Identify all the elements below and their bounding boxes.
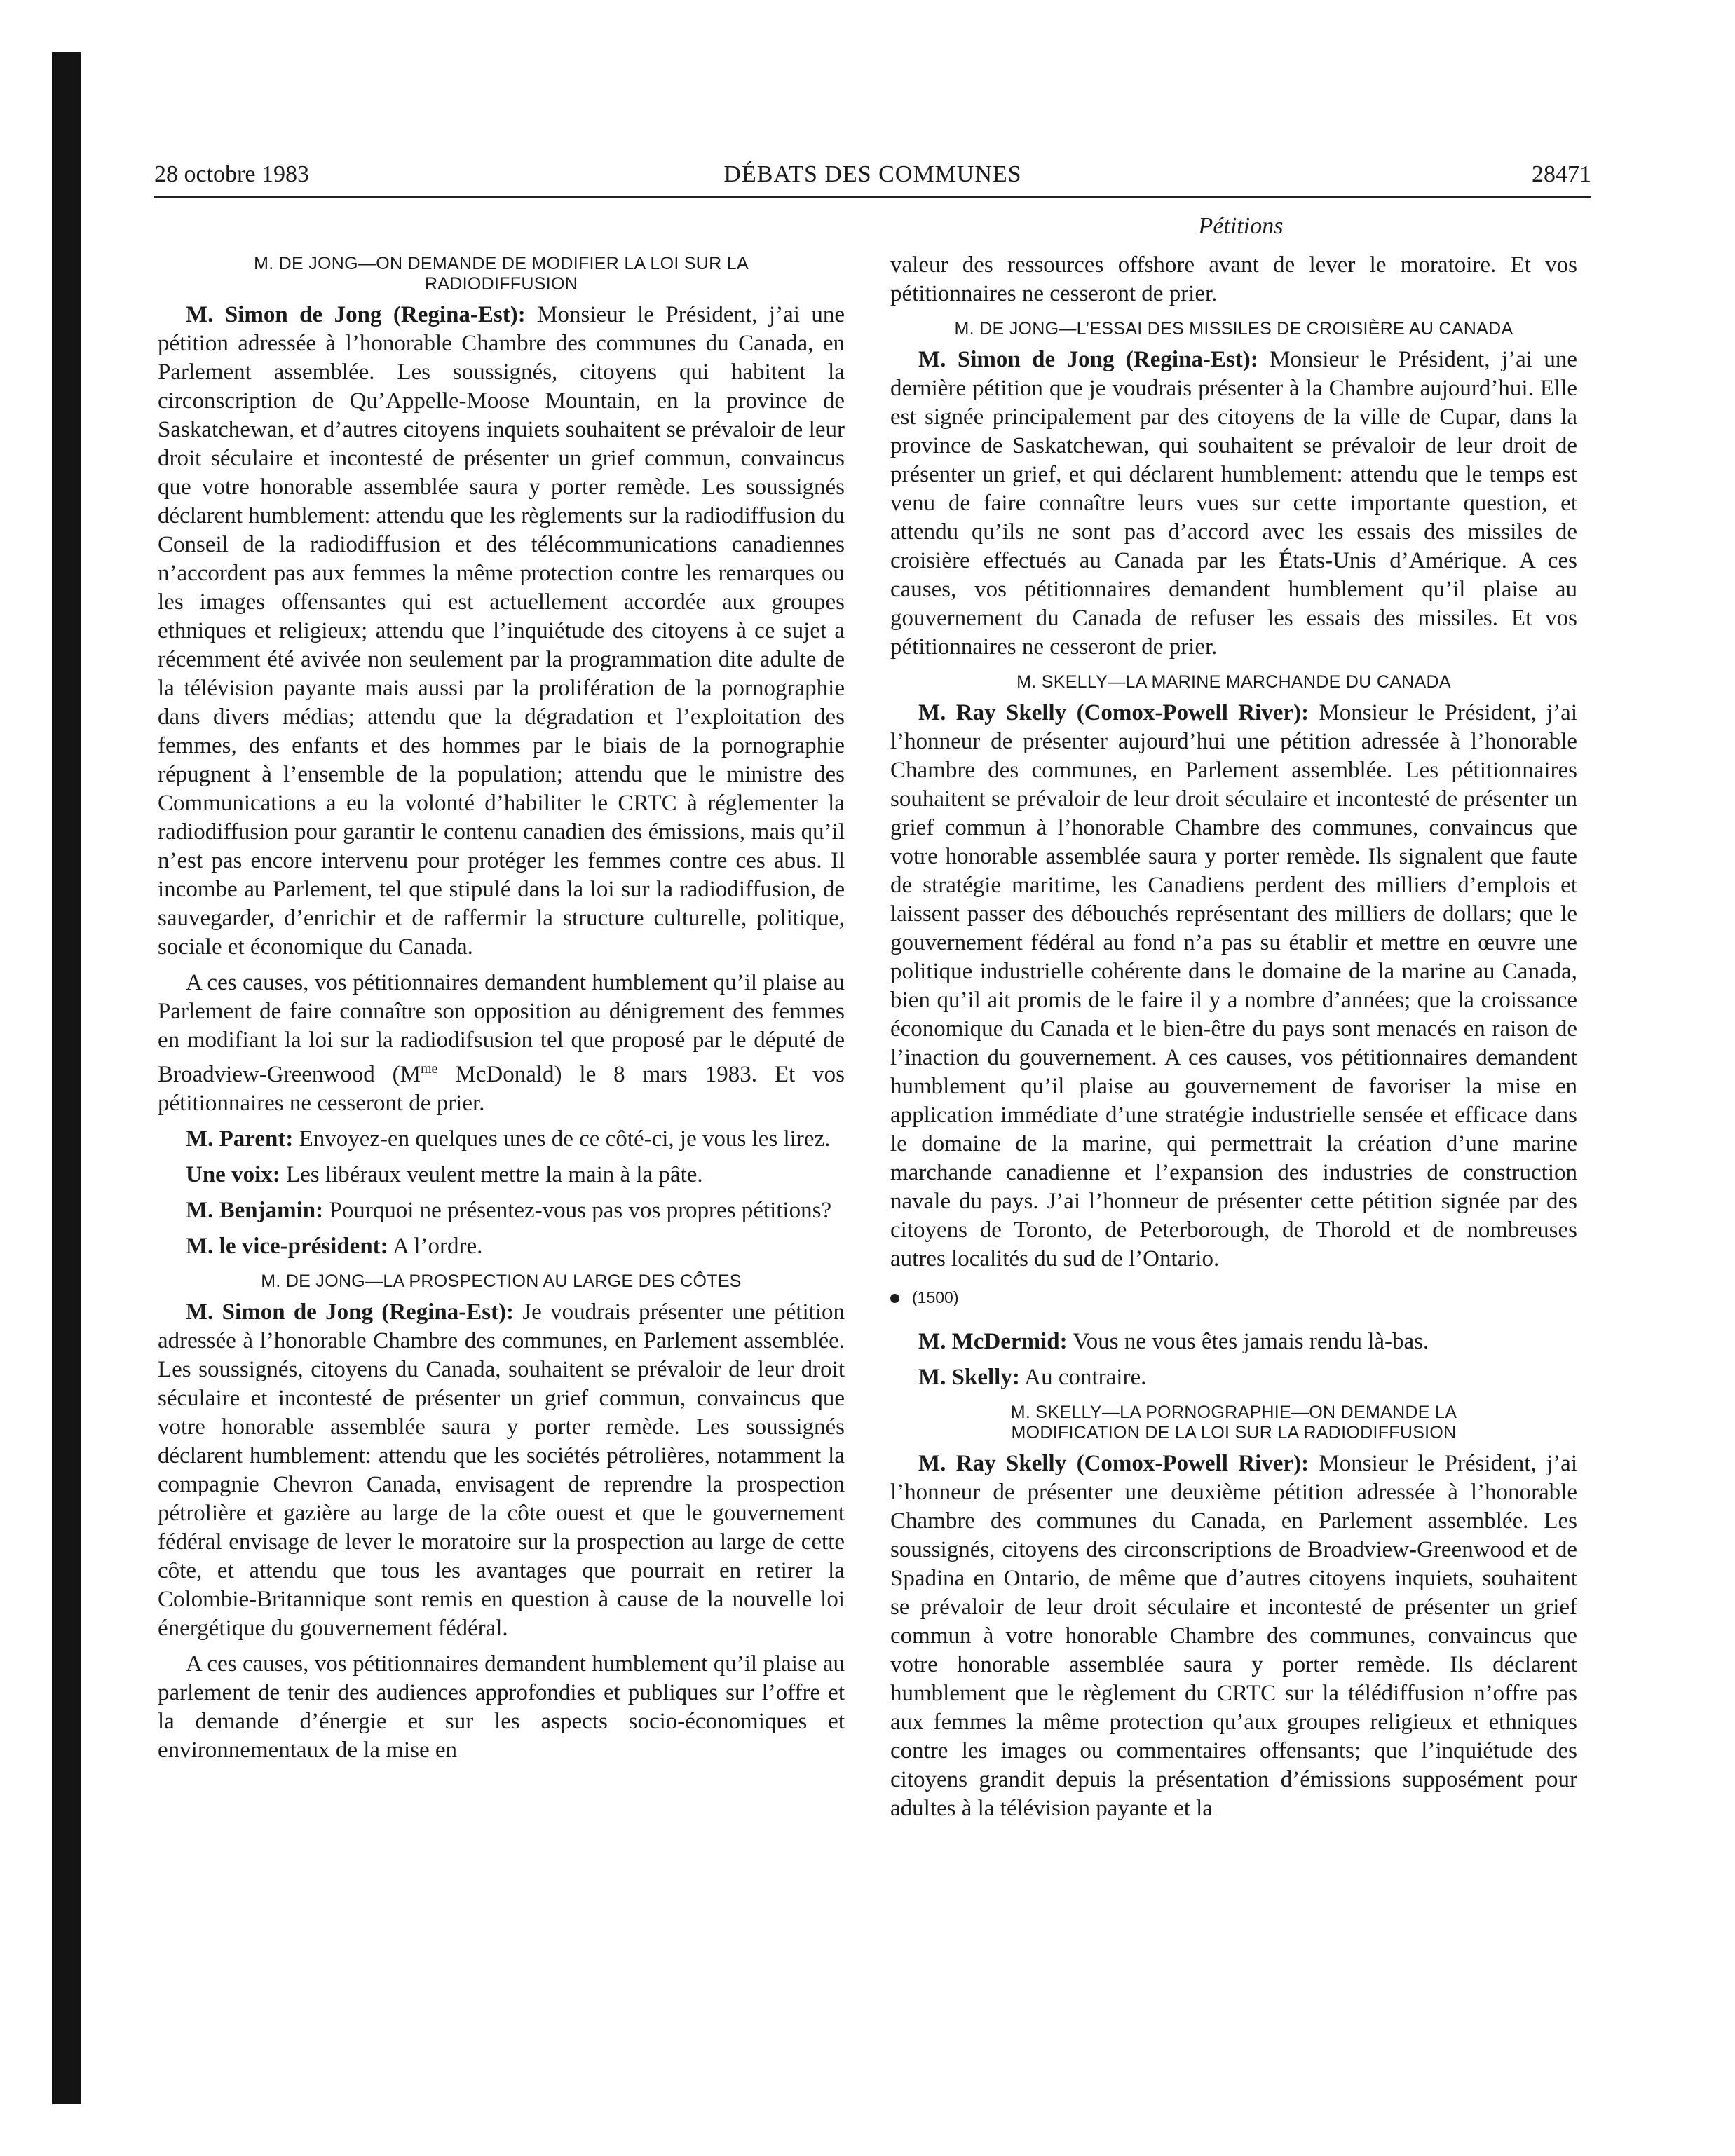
speaker-name: M. Ray Skelly (Comox-Powell River): <box>918 700 1309 725</box>
time-stamp: (1500) <box>912 1288 959 1306</box>
paragraph-text: Envoyez-en quelques unes de ce côté-ci, je vous les lirez. <box>293 1126 831 1152</box>
speaker-name: M. Benjamin: <box>186 1198 324 1223</box>
speaker-name: M. Simon de Jong (Regina-Est): <box>186 302 526 327</box>
paragraph <box>158 301 845 962</box>
section-heading: M. DE JONG—ON DEMANDE DE MODIFIER LA LOI SUR LA RADIODIFFUSION <box>254 254 749 294</box>
bullet-icon <box>890 1294 899 1303</box>
paragraph <box>890 699 1577 1274</box>
paragraph <box>158 1232 845 1261</box>
section-heading: M. DE JONG—LA PROSPECTION AU LARGE DES CÔTES <box>261 1271 742 1291</box>
header-date: 28 octobre 1983 <box>154 161 309 187</box>
speaker-name: M. le vice-président: <box>186 1234 388 1259</box>
section-heading: M. SKELLY—LA MARINE MARCHANDE DU CANADA <box>1016 672 1451 692</box>
speaker-name: M. Ray Skelly (Comox-Powell River): <box>918 1451 1309 1476</box>
paragraph <box>158 1196 845 1225</box>
paragraph <box>890 1449 1577 1823</box>
scan-margin-bar <box>52 52 81 2104</box>
paragraph <box>890 346 1577 662</box>
paragraph-text: Au contraire. <box>1019 1365 1147 1390</box>
header-title: DÉBATS DES COMMUNES <box>723 161 1022 187</box>
speaker-name: M. Simon de Jong (Regina-Est): <box>918 347 1258 372</box>
paragraph <box>158 1650 845 1765</box>
page-header <box>154 161 1591 198</box>
paragraph-text: A ces causes, vos pétitionnaires demandent humblement qu’il plaise au parlement de tenir des audiences approfondies et publiques sur l’offre et la demande d’énergie et sur les aspects socio-économiques et environnementaux de la mise en <box>158 1651 845 1763</box>
paragraph-text: A ces causes, vos pétitionnaires demandent humblement qu’il plaise au Parlement de faire connaître son opposition au dénigrement des femmes en modifiant la loi sur la radiodifsusion tel que proposé par le député de Broadview-Greenwood (M <box>158 970 845 1087</box>
paragraph-text: valeur des ressources offshore avant de lever le moratoire. Et vos pétitionnaires ne cesseront de prier. <box>890 252 1577 306</box>
section-heading: M. DE JONG—L’ESSAI DES MISSILES DE CROISIÈRE AU CANADA <box>954 319 1513 339</box>
paragraph <box>890 251 1577 308</box>
speaker-name: M. Skelly: <box>918 1365 1020 1390</box>
paragraph-text: Monsieur le Président, j’ai l’honneur de présenter une deuxième pétition adressée à l’honorable Chambre des communes du Canada, en Parlement assemblée. Les soussignés, citoyens des circonscriptions de Broadview-Greenwood et de Spadina en Ontario, de même que d’autres citoyens inquiets, souhaitent se prévaloir de leur droit séculaire et incontesté de présenter un grief commun à votre honorable Chambre des communes, convaincus que votre honorable assemblée saura y porter remède. Ils déclarent humblement que le règlement du CRTC sur la télédiffusion n’offre pas aux femmes la même protection qu’aux groupes religieux et ethniques contre les images ou commentaires offensants; que l’inquiétude des citoyens grandit depuis la présentation d’émissions supposément pour adultes à la télévision payante et la <box>890 1451 1577 1821</box>
section-heading: M. SKELLY—LA PORNOGRAPHIE—ON DEMANDE LA MODIFICATION DE LA LOI SUR LA RADIODIFFUSION <box>1010 1403 1457 1442</box>
paragraph <box>158 1125 845 1154</box>
right-column <box>890 251 1577 1830</box>
paragraph-text: Monsieur le Président, j’ai une dernière pétition que je voudrais présenter à la Chambre aujourd’hui. Elle est signée principalement par des citoyens de la ville de Cupar, dans la province de Saskatchewan, qui souhaitent se prévaloir de leur droit de présenter un grief, et qui déclarent humblement: attendu que le temps est venu de faire connaître leurs vues sur cette importante question, et attendu qu’ils ne sont pas d’accord avec les essais des missiles de croisière effectués au Canada par les États-Unis d’Amérique. A ces causes, vos pétitionnaires demandent humblement qu’il plaise au gouvernement du Canada de refuser les essais des missiles. Et vos pétitionnaires ne cesseront de prier. <box>890 347 1577 660</box>
paragraph <box>158 969 845 1118</box>
speaker-name: M. Simon de Jong (Regina-Est): <box>186 1299 515 1325</box>
running-head: Pétitions <box>1198 213 1284 239</box>
speaker-name: M. Parent: <box>186 1126 294 1152</box>
paragraph-text: Pourquoi ne présentez-vous pas vos propres pétitions? <box>323 1198 832 1223</box>
paragraph-text: McDonald) le 8 mars 1983. Et vos pétitionnaires ne cesseront de prier. <box>158 1062 845 1116</box>
time-marker <box>890 1283 1577 1312</box>
paragraph <box>158 1161 845 1189</box>
speaker-name: Une voix: <box>186 1162 280 1187</box>
paragraph-text: Monsieur le Président, j’ai une pétition adressée à l’honorable Chambre des communes du Canada, en Parlement assemblée. Les soussignés, citoyens qui habitent la circonscription de Qu’Appelle-Moose Mountain, en la province de Saskatchewan, et d’autres citoyens inquiets souhaitent se prévaloir de leur droit séculaire et incontesté de présenter un grief commun, convaincus que votre honorable assemblée saura y porter remède. Les soussignés déclarent humblement: attendu que les règlements sur la radiodiffusion du Conseil de la radiodiffusion et des télécommunications canadiennes n’accordent pas aux femmes la même protection contre les remarques ou les images offensantes qui est actuellement accordée aux groupes ethniques et religieux; attendu que l’inquiétude des citoyens à ce sujet a récemment été avivée non seulement par la programmation dite adulte de la télévision payante mais aussi par la prolifération de la pornographie dans divers médias; attendu que la dégradation et l’exploitation des femmes, des enfants et des hommes par le biais de la pornographie répugnent à l’ensemble de la population; attendu que le ministre des Communications a eu la volonté d’habiliter le CRTC à réglementer la radiodiffusion pour garantir le contenu canadien des émissions, mais qu’il n’est pas encore intervenu pour protéger les femmes contre ces abus. Il incombe au Parlement, tel que stipulé dans la loi sur la radiodiffusion, de sauvegarder, d’enrichir et de raffermir la structure culturelle, politique, sociale et économique du Canada. <box>158 302 845 960</box>
paragraph-text: Monsieur le Président, j’ai l’honneur de présenter aujourd’hui une pétition adressée à l’honorable Chambre des communes, en Parlement assemblée. Les pétitionnaires souhaitent se prévaloir de leur droit séculaire et incontesté de présenter un grief commun à l’honorable Chambre des communes, convaincus que votre honorable assemblée saura y porter remède. Ils signalent que faute de stratégie maritime, les Canadiens perdent des milliers d’emplois et laissent passer des débouchés représentant des milliers de dollars; que le gouvernement fédéral au fond n’a pas su établir et mettre en œuvre une politique industrielle cohérente dans le domaine de la marine au Canada, bien qu’il ait promis de le faire il y a nombre d’années; que la croissance économique du Canada et le bien-être du pays sont menacés en raison de l’inaction du gouvernement. A ces causes, vos pétitionnaires demandent humblement qu’il plaise au gouvernement de favoriser la mise en application immédiate d’une stratégie industrielle sensée et efficace dans le domaine de la marine, qui permettrait la création d’une marine marchande canadienne et l’expansion des industries de construction navale du pays. J’ai l’honneur de présenter cette pétition signée par des citoyens de Toronto, de Peterborough, de Thorold et de nombreuses autres localités du sud de l’Ontario. <box>890 700 1577 1271</box>
speaker-name: M. McDermid: <box>918 1329 1068 1354</box>
header-rule <box>154 196 1591 198</box>
left-column <box>158 251 845 1772</box>
paragraph-text: Vous ne vous êtes jamais rendu là-bas. <box>1067 1329 1429 1354</box>
page-number: 28471 <box>1532 161 1591 187</box>
paragraph-text: Je voudrais présenter une pétition adressée à l’honorable Chambre des communes, en Parlement assemblée. Les soussignés, citoyens du Canada, souhaitent se prévaloir de leur droit séculaire et incontesté de présenter un grief commun, convaincus que votre honorable assemblée saura y porter remède. Les soussignés déclarent humblement: attendu que les sociétés pétrolières, notamment la compagnie Chevron Canada, envisagent de reprendre la prospection pétrolière et gazière au large de la côte ouest et que le gouvernement fédéral envisage de lever le moratoire sur la prospection au large de cette côte, et attendu que tous les avantages que pourrait en retirer la Colombie-Britannique sont remis en question à cause de la nouvelle loi énergétique du gouvernement fédéral. <box>158 1299 845 1641</box>
paragraph-text: Les libéraux veulent mettre la main à la pâte. <box>280 1162 703 1187</box>
superscript: me <box>421 1061 438 1077</box>
paragraph <box>890 1328 1577 1356</box>
paragraph <box>890 1363 1577 1392</box>
paragraph <box>158 1298 845 1643</box>
paragraph-text: A l’ordre. <box>388 1234 483 1259</box>
